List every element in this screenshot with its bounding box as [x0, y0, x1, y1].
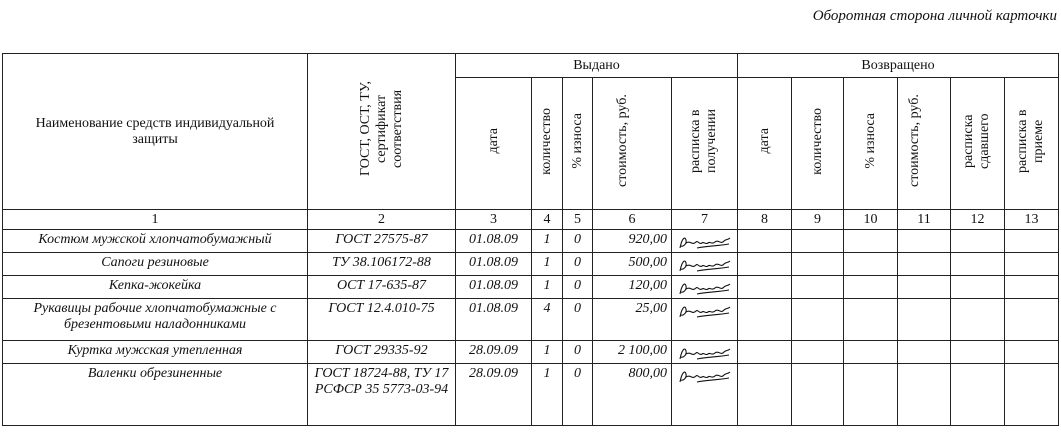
column-number: 13 — [1005, 210, 1059, 230]
return-sign-receiver — [1005, 230, 1059, 253]
return-sign-receiver — [1005, 341, 1059, 364]
signature-icon — [677, 368, 733, 386]
header-returned-wear — [844, 78, 898, 210]
return-wear — [844, 276, 898, 299]
item-name: Костюм мужской хлопчатобумажный — [3, 230, 308, 253]
receipt-signature — [672, 364, 738, 426]
return-wear — [844, 364, 898, 426]
signature-icon — [677, 234, 733, 252]
return-date — [738, 253, 792, 276]
column-number: 2 — [308, 210, 456, 230]
issue-date: 01.08.09 — [456, 253, 532, 276]
issue-date: 01.08.09 — [456, 299, 532, 341]
issue-cost: 2 100,00 — [593, 341, 672, 364]
return-date — [738, 364, 792, 426]
issue-date: 28.09.09 — [456, 364, 532, 426]
return-wear — [844, 230, 898, 253]
ppe-card-table — [2, 53, 1059, 426]
return-wear — [844, 253, 898, 276]
return-qty — [792, 341, 844, 364]
column-number: 9 — [792, 210, 844, 230]
header-gost — [308, 54, 456, 210]
header-gost-text: ГОСТ, ОСТ, ТУ, сертификат соответствия — [357, 81, 405, 177]
return-sign-giver — [951, 364, 1005, 426]
table-body — [3, 230, 1059, 426]
table-row — [3, 276, 1059, 299]
header-returned-date-text: дата — [756, 128, 772, 154]
return-sign-giver — [951, 299, 1005, 341]
header-issued-sign-text: расписка в получении — [687, 108, 719, 174]
return-sign-giver — [951, 230, 1005, 253]
header-returned-cost-text: стоимость, руб. — [907, 94, 922, 188]
item-name: Кепка-жокейка — [3, 276, 308, 299]
header-returned-cost — [898, 78, 951, 210]
column-number: 6 — [593, 210, 672, 230]
header-returned-date — [738, 78, 792, 210]
return-qty — [792, 253, 844, 276]
column-number: 1 — [3, 210, 308, 230]
return-sign-receiver — [1005, 299, 1059, 341]
issue-wear: 0 — [563, 299, 593, 341]
column-number: 3 — [456, 210, 532, 230]
header-name: Наименование средств индивидуальной защиты — [3, 54, 308, 210]
issue-wear: 0 — [563, 364, 593, 426]
return-date — [738, 276, 792, 299]
return-qty — [792, 230, 844, 253]
issue-date: 01.08.09 — [456, 276, 532, 299]
return-cost — [898, 364, 951, 426]
signature-icon — [677, 280, 733, 298]
item-gost: ТУ 38.106172-88 — [308, 253, 456, 276]
issue-cost: 25,00 — [593, 299, 672, 341]
return-cost — [898, 299, 951, 341]
return-qty — [792, 364, 844, 426]
receipt-signature — [672, 230, 738, 253]
return-date — [738, 341, 792, 364]
table-row — [3, 364, 1059, 426]
issue-wear: 0 — [563, 253, 593, 276]
signature-icon — [677, 345, 733, 363]
return-cost — [898, 253, 951, 276]
issue-wear: 0 — [563, 276, 593, 299]
issue-qty: 1 — [532, 230, 563, 253]
item-name: Валенки обрезиненные — [3, 364, 308, 426]
table-row — [3, 341, 1059, 364]
return-cost — [898, 230, 951, 253]
header-returned-wear-text: % износа — [862, 113, 878, 169]
column-number: 10 — [844, 210, 898, 230]
header-issued: Выдано — [456, 54, 738, 78]
table-row — [3, 299, 1059, 341]
item-gost: ГОСТ 12.4.010-75 — [308, 299, 456, 341]
header-issued-sign — [672, 78, 738, 210]
header-returned-sign-giver — [951, 78, 1005, 210]
header-returned: Возвращено — [738, 54, 1059, 78]
header-returned-sign-receiver-text: расписка в приеме — [1014, 109, 1046, 173]
issue-date: 01.08.09 — [456, 230, 532, 253]
header-returned-qty-text: количество — [809, 107, 825, 175]
receipt-signature — [672, 341, 738, 364]
table-row — [3, 230, 1059, 253]
header-issued-date — [456, 78, 532, 210]
issue-qty: 4 — [532, 299, 563, 341]
item-gost: ГОСТ 18724-88, ТУ 17 РСФСР 35 5773-03-94 — [308, 364, 456, 426]
item-name: Сапоги резиновые — [3, 253, 308, 276]
header-returned-sign-receiver — [1005, 78, 1059, 210]
issue-cost: 500,00 — [593, 253, 672, 276]
return-wear — [844, 299, 898, 341]
receipt-signature — [672, 299, 738, 341]
header-returned-sign-giver-text: расписка сдавшего — [960, 113, 992, 169]
return-cost — [898, 276, 951, 299]
column-number: 4 — [532, 210, 563, 230]
header-issued-wear — [563, 78, 593, 210]
item-gost: ГОСТ 29335-92 — [308, 341, 456, 364]
return-sign-giver — [951, 253, 1005, 276]
header-issued-qty — [532, 78, 563, 210]
issue-cost: 120,00 — [593, 276, 672, 299]
return-sign-receiver — [1005, 253, 1059, 276]
issue-qty: 1 — [532, 276, 563, 299]
page-title: Оборотная сторона личной карточки — [812, 8, 1057, 24]
header-issued-date-text: дата — [485, 128, 501, 154]
return-cost — [898, 341, 951, 364]
header-issued-wear-text: % износа — [569, 113, 585, 169]
receipt-signature — [672, 253, 738, 276]
header-issued-qty-text: количество — [539, 107, 554, 175]
receipt-signature — [672, 276, 738, 299]
return-date — [738, 230, 792, 253]
column-number-row — [3, 210, 1059, 230]
item-gost: ГОСТ 27575-87 — [308, 230, 456, 253]
issue-wear: 0 — [563, 230, 593, 253]
issue-qty: 1 — [532, 364, 563, 426]
issue-qty: 1 — [532, 253, 563, 276]
header-returned-qty — [792, 78, 844, 210]
return-sign-receiver — [1005, 364, 1059, 426]
return-qty — [792, 276, 844, 299]
header-issued-cost-text: стоимость, руб. — [615, 94, 630, 188]
issue-wear: 0 — [563, 341, 593, 364]
column-number: 7 — [672, 210, 738, 230]
return-sign-receiver — [1005, 276, 1059, 299]
issue-cost: 920,00 — [593, 230, 672, 253]
header-issued-cost — [593, 78, 672, 210]
column-number: 12 — [951, 210, 1005, 230]
column-number: 11 — [898, 210, 951, 230]
return-date — [738, 299, 792, 341]
signature-icon — [677, 303, 733, 321]
table-row — [3, 253, 1059, 276]
return-wear — [844, 341, 898, 364]
return-sign-giver — [951, 276, 1005, 299]
item-name: Куртка мужская утепленная — [3, 341, 308, 364]
return-sign-giver — [951, 341, 1005, 364]
item-gost: ОСТ 17-635-87 — [308, 276, 456, 299]
issue-date: 28.09.09 — [456, 341, 532, 364]
issue-qty: 1 — [532, 341, 563, 364]
return-qty — [792, 299, 844, 341]
column-number: 5 — [563, 210, 593, 230]
signature-icon — [677, 257, 733, 275]
issue-cost: 800,00 — [593, 364, 672, 426]
item-name: Рукавицы рабочие хлопчатобумажные с брезентовыми наладонниками — [3, 299, 308, 341]
column-number: 8 — [738, 210, 792, 230]
